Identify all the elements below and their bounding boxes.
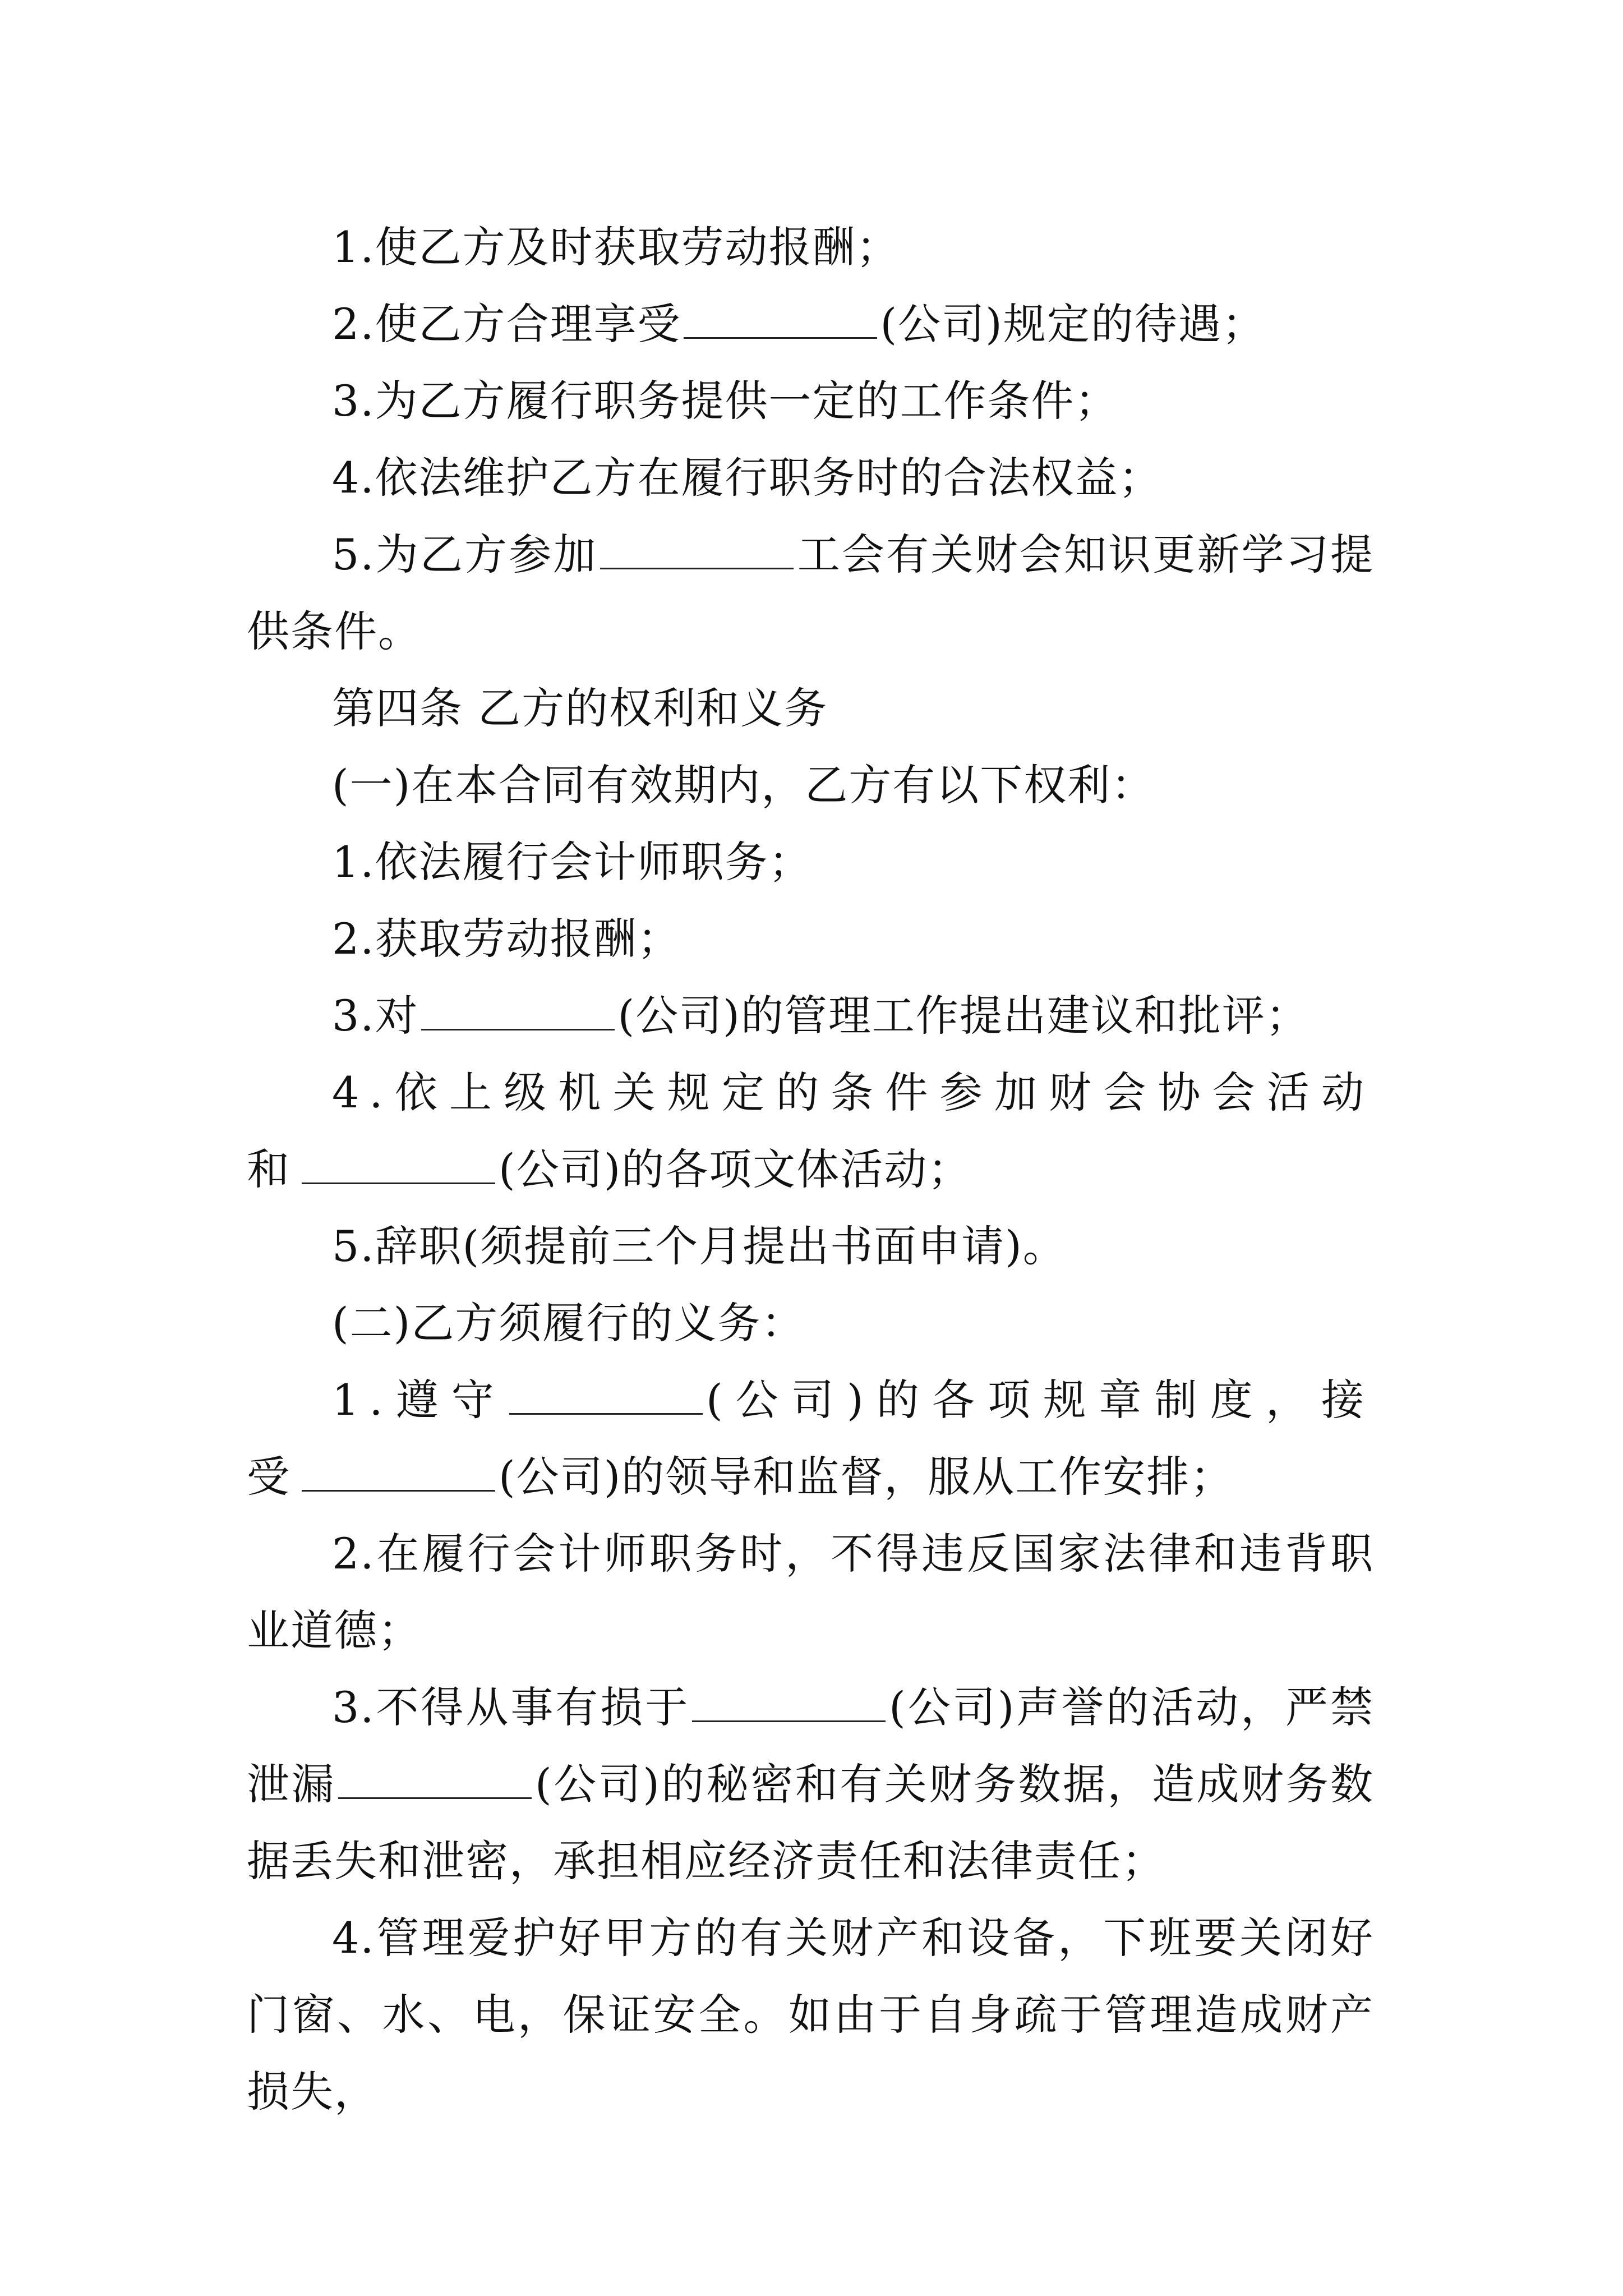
paragraph-12: 5.辞职(须提前三个月提出书面申请)。 <box>332 1221 1067 1271</box>
fill-in-blank[interactable] <box>684 337 877 339</box>
paragraph-2: 2.使乙方合理享受 (公司)规定的待遇； <box>332 299 1266 349</box>
section-heading-duties: (二)乙方须履行的义务： <box>332 1298 805 1348</box>
paragraph-14: 1.遵守 (公司)的各项规章制度，接受 (公司)的领导和监督，服从工作安排； <box>247 1375 1374 1502</box>
fill-in-blank[interactable] <box>692 1720 886 1722</box>
paragraph-17: 4.管理爱护好甲方的有关财产和设备，下班要关闭好门窗、水、电，保证安全。如由于自身疏于管理造成财产损失， <box>247 1913 1374 2116</box>
paragraph-9: 2.获取劳动报酬； <box>332 914 681 964</box>
article-heading: 第四条 乙方的权利和义务 <box>332 683 828 733</box>
paragraph-16: 3.不得从事有损于 (公司)声誉的活动，严禁泄漏 (公司)的秘密和有关财务数据，造成财务数据丢失和泄密，承担相应经济责任和法律责任； <box>247 1682 1375 1886</box>
fill-in-blank[interactable] <box>302 1489 495 1492</box>
paragraph-11: 4.依上级机关规定的条件参加财会协会活动和 (公司)的各项文体活动； <box>247 1068 1374 1194</box>
paragraph-8: 1.依法履行会计师职务； <box>332 837 813 887</box>
section-heading-rights: (一)在本合同有效期内，乙方有以下权利： <box>332 760 1155 810</box>
paragraph-15: 2.在履行会计师职务时，不得违反国家法律和违背职业道德； <box>247 1529 1374 1655</box>
fill-in-blank[interactable] <box>600 567 794 569</box>
fill-in-blank[interactable] <box>338 1797 532 1799</box>
paragraph-1: 1.使乙方及时获取劳动报酬； <box>332 222 900 272</box>
fill-in-blank[interactable] <box>509 1412 703 1415</box>
fill-in-blank[interactable] <box>421 1028 615 1030</box>
paragraph-4: 4.依法维护乙方在履行职务时的合法权益； <box>332 453 1163 503</box>
fill-in-blank[interactable] <box>302 1182 495 1184</box>
paragraph-3: 3.为乙方履行职务提供一定的工作条件； <box>332 376 1119 426</box>
document-body <box>247 209 1374 2130</box>
paragraph-5: 5.为乙方参加 工会有关财会知识更新学习提供条件。 <box>247 530 1375 656</box>
paragraph-10: 3.对 (公司)的管理工作提出建议和批评； <box>332 991 1310 1041</box>
